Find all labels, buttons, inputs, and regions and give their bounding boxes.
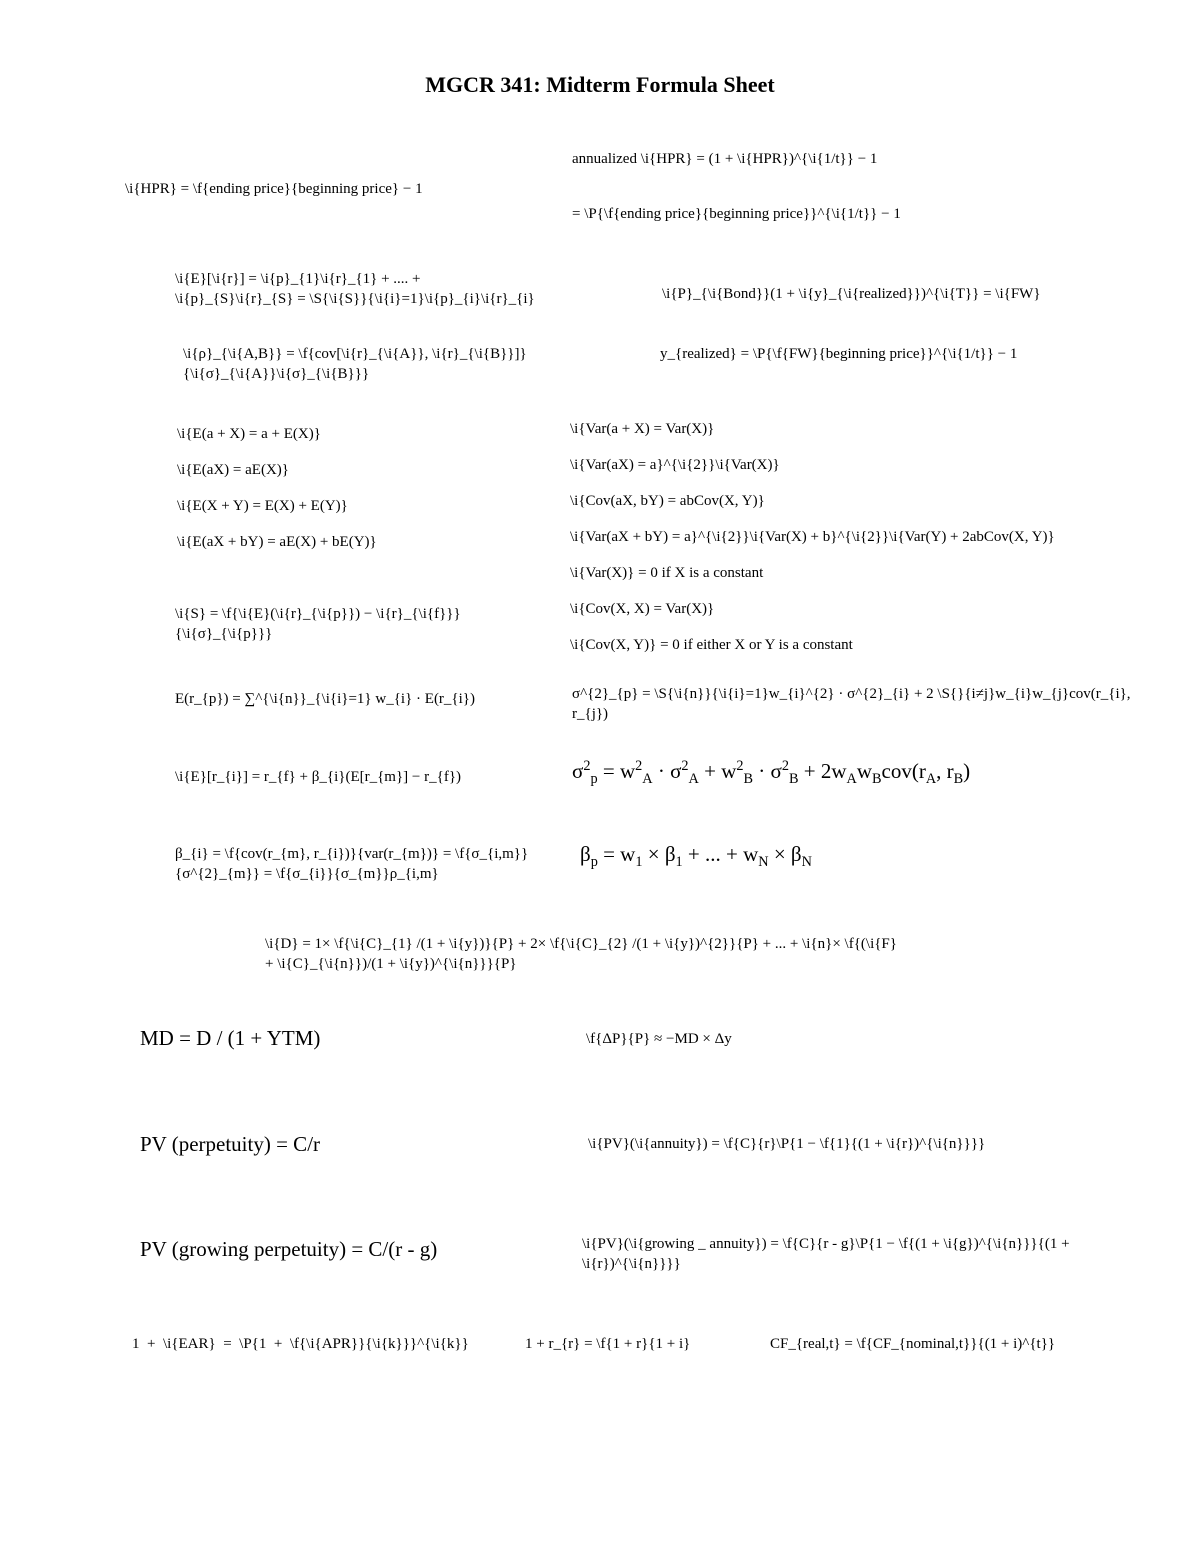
- expectation-rules: [177, 425, 377, 569]
- modified-duration-formula: MD = D / (1 + YTM): [140, 1026, 321, 1050]
- variance-rule: \i{Var(X)} = 0 if X is a constant: [570, 565, 764, 581]
- page-title: MGCR 341: Midterm Formula Sheet: [425, 72, 775, 97]
- variance-rule: \i{Var(aX + bY) = a}^{\i{2}}\i{Var(X) + b}^{\i{2}}\i{Var(Y) + 2abCov(X, Y)}: [570, 529, 1055, 545]
- expectation-rule: \i{E(X + Y) = E(X) + E(Y)}: [177, 498, 348, 514]
- price-change-formula: \f{ΔP}{P} ≈ −MD × Δy: [586, 1031, 732, 1047]
- expected-return-formula: \i{E}[\i{r}] = \i{p}_{1}\i{r}_{1} + .... + \i{p}_{S}\i{r}_{S} = \S{\i{S}}{\i{i}=1}\i{p}_{i}\i{r}_{i}: [175, 271, 535, 307]
- expectation-rule: \i{E(aX + bY) = aE(X) + bE(Y)}: [177, 534, 377, 550]
- pv-annuity-formula: \i{PV}(\i{annuity}) = \f{C}{r}\P{1 − \f{1}{(1 + \i{r})^{\i{n}}}}: [588, 1136, 986, 1152]
- correlation-formula: \i{ρ}_{\i{A,B}} = \f{cov[\i{r}_{\i{A}}, \i{r}_{\i{B}}]}{\i{σ}_{\i{A}}\i{σ}_{\i{B}}}: [183, 346, 527, 382]
- portfolio-beta-formula: $\beta_p = w_1 \times \beta_1$ + ... + $w_N \times \beta_N$: [580, 842, 812, 871]
- y-realized-formula: y_{realized} = \P{\f{FW}{beginning price}}^{\i{1/t}} − 1: [660, 346, 1018, 362]
- portfolio-variance-formula: σ^{2}_{p} = \S{\i{n}}{\i{i}=1}w_{i}^{2} · σ^{2}_{i} + 2 \S{}{i≠j}w_{i}w_{j}cov(r_{i}, r_{j}): [572, 686, 1131, 722]
- bond-realized-formula: \i{P}_{\i{Bond}}(1 + \i{y}_{\i{realized}})^{\i{T}} = \i{FW}: [662, 286, 1041, 302]
- ear-formula: 1 + \i{EAR} = \P{1 + \f{\i{APR}}{\i{k}}}^{\i{k}}: [132, 1336, 469, 1352]
- variance-rules: [570, 420, 1055, 672]
- two-asset-variance-formula: $\sigma^2_p = w^2_A \cdot \sigma^2_A + w^2_B \cdot \sigma^2_B + 2w_Aw_Bcov(r_A$, $r_B$): [572, 758, 971, 788]
- capm-formula: \i{E}[r_{i}] = r_{f} + β_{i}(E[r_{m}] − r_{f}): [175, 769, 462, 785]
- variance-rule: \i{Cov(aX, bY) = abCov(X, Y)}: [570, 493, 765, 509]
- real-cash-flow-formula: CF_{real,t} = \f{CF_{nominal,t}}{(1 + i)^{t}}: [770, 1336, 1056, 1352]
- duration-formula: \i{D} = 1× \f{\i{C}_{1} /(1 + \i{y})}{P} + 2× \f{\i{C}_{2} /(1 + \i{y})^{2}}{P} + ... + \i{n}× \f{(\i{F} + \i{C}_{\i{n}})/(1 + \i{y})^{\i{n}}}{P}: [265, 936, 897, 972]
- annualized-hpr-formula: annualized \i{HPR} = (1 + \i{HPR})^{\i{1/t}} − 1: [572, 151, 878, 167]
- real-rate-formula: 1 + r_{r} = \f{1 + r}{1 + i}: [525, 1336, 691, 1352]
- portfolio-return-formula: E(r_{p}) = ∑^{\i{n}}_{\i{i}=1} w_{i} · E(r_{i}): [175, 691, 475, 707]
- variance-rule: \i{Var(a + X) = Var(X)}: [570, 421, 715, 437]
- pv-perpetuity-formula: PV (perpetuity) = C/r: [140, 1132, 321, 1156]
- variance-rule: \i{Var(aX) = a}^{\i{2}}\i{Var(X)}: [570, 457, 780, 473]
- hpr-formula: \i{HPR} = \f{ending price}{beginning price} − 1: [125, 181, 423, 197]
- beta-formula: β_{i} = \f{cov(r_{m}, r_{i})}{var(r_{m})} = \f{σ_{i,m}}{σ^{2}_{m}} = \f{σ_{i}}{σ_{m}}ρ_{i,m}: [175, 846, 529, 882]
- annualized-hpr-price-formula: = \P{\f{ending price}{beginning price}}^{\i{1/t}} − 1: [572, 206, 901, 222]
- expectation-rule: \i{E(aX) = aE(X)}: [177, 462, 289, 478]
- expectation-rule: \i{E(a + X) = a + E(X)}: [177, 426, 321, 442]
- variance-rule: \i{Cov(X, X) = Var(X)}: [570, 601, 715, 617]
- pv-growing-annuity-formula: \i{PV}(\i{growing _ annuity}) = \f{C}{r - g}\P{1 − \f{(1 + \i{g})^{\i{n}}}{(1 + \i{r})^{\i{n}}}}: [582, 1236, 1070, 1272]
- pv-growing-perpetuity-formula: PV (growing perpetuity) = C/(r - g): [140, 1237, 438, 1261]
- sharpe-ratio-formula: \i{S} = \f{\i{E}(\i{r}_{\i{p}}) − \i{r}_{\i{f}}}{\i{σ}_{\i{p}}}: [175, 606, 461, 642]
- variance-rule: \i{Cov(X, Y)} = 0 if either X or Y is a constant: [570, 637, 853, 653]
